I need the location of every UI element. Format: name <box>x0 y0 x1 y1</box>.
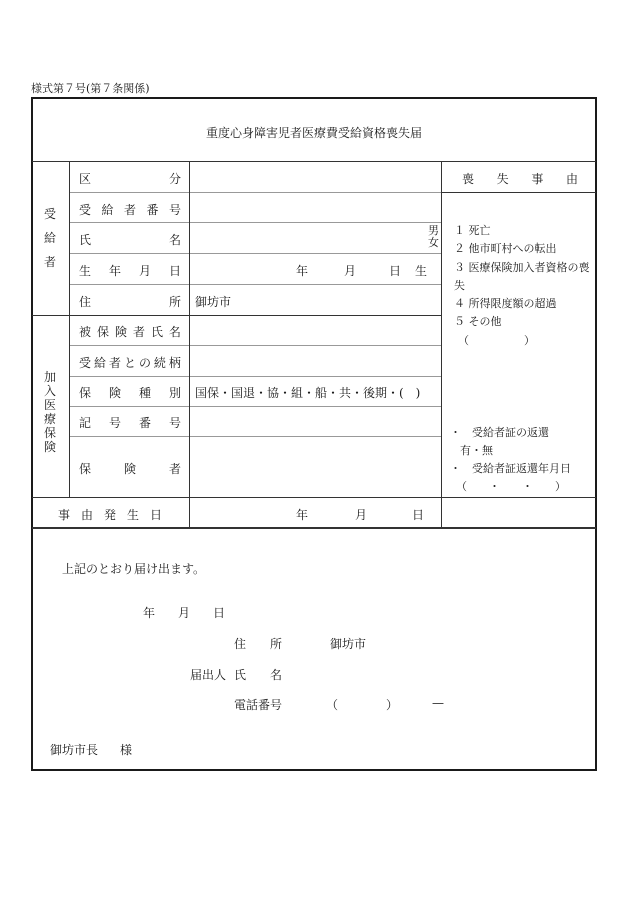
section-recipient: 受 給 者 <box>44 207 57 269</box>
submit-month: 月 <box>178 606 191 620</box>
phone-label: 電話番号 <box>234 698 283 712</box>
divider <box>441 192 596 193</box>
divider <box>32 315 441 316</box>
event-month: 月 <box>355 508 368 522</box>
row-label-event-date: 事 由 発 生 日 <box>58 508 162 522</box>
section-insurance: 加 入 医 療 保 険 <box>44 370 57 454</box>
footer-name-label: 氏 名 <box>234 668 282 682</box>
statement: 上記のとおり届け出ます。 <box>62 562 206 576</box>
phone-parens: （ ） <box>326 698 399 712</box>
reason-header: 喪 失 事 由 <box>462 172 578 186</box>
row-divider <box>69 284 441 285</box>
birth-day: 日生 <box>389 264 442 278</box>
address-city: 御坊市 <box>195 295 232 309</box>
sex-marker: 男 女 <box>428 224 439 249</box>
submit-day: 日 <box>213 606 226 620</box>
row-label-kubun: 区 分 <box>79 172 181 186</box>
row-divider <box>69 192 441 193</box>
card-return: ・ 受給者証の返還 有・無 ・ 受給者証返還年月日 （ ・ ・ ） <box>450 426 571 493</box>
birth-year: 年 <box>296 264 309 278</box>
row-divider <box>69 222 441 223</box>
birth-month: 月 <box>344 264 357 278</box>
submit-year: 年 <box>143 606 156 620</box>
column-divider <box>441 161 442 527</box>
divider <box>32 161 596 162</box>
column-divider <box>189 161 190 527</box>
row-label-recipient-number: 受 給 者 番 号 <box>79 203 181 217</box>
row-label-symbol-number: 記 号 番 号 <box>79 416 181 430</box>
footer-address-value: 御坊市 <box>330 637 367 651</box>
row-divider <box>69 253 441 254</box>
row-label-insured-name: 被 保 険 者 氏 名 <box>79 325 181 339</box>
divider <box>32 527 596 529</box>
row-divider <box>69 376 441 377</box>
form-title: 重度心身障害児者医療費受給資格喪失届 <box>205 126 422 140</box>
event-year: 年 <box>296 508 309 522</box>
row-label-address: 住 所 <box>79 295 181 309</box>
divider <box>32 497 596 498</box>
insurance-options: 国保・国退・協・組・船・共・後期・( ) <box>195 386 421 400</box>
column-divider <box>69 161 70 497</box>
row-divider <box>69 406 441 407</box>
row-label-insurer: 保 険 者 <box>79 462 181 476</box>
mayor-label: 御坊市長 <box>50 743 99 757</box>
row-label-insurance-type: 保 険 種 別 <box>79 386 181 400</box>
phone-dash: — <box>432 696 444 710</box>
row-label-birthdate: 生 年 月 日 <box>79 264 181 278</box>
applicant-label: 届出人 <box>190 668 227 682</box>
row-label-relation: 受 給 者 と の 続 柄 <box>79 356 181 370</box>
form-number-label: 様式第７号(第７条関係) <box>31 82 150 95</box>
row-divider <box>69 436 441 437</box>
row-divider <box>69 345 441 346</box>
reason-list: １ 死亡 ２ 他市町村への転出 ３ 医療保険加入者資格の喪 失 ４ 所得限度額の超過 ５ その他 （ ） <box>454 224 590 347</box>
event-day: 日 <box>412 508 425 522</box>
sama-label: 様 <box>120 743 133 757</box>
footer-address-label: 住 所 <box>234 637 282 651</box>
row-label-name: 氏 名 <box>79 233 181 247</box>
